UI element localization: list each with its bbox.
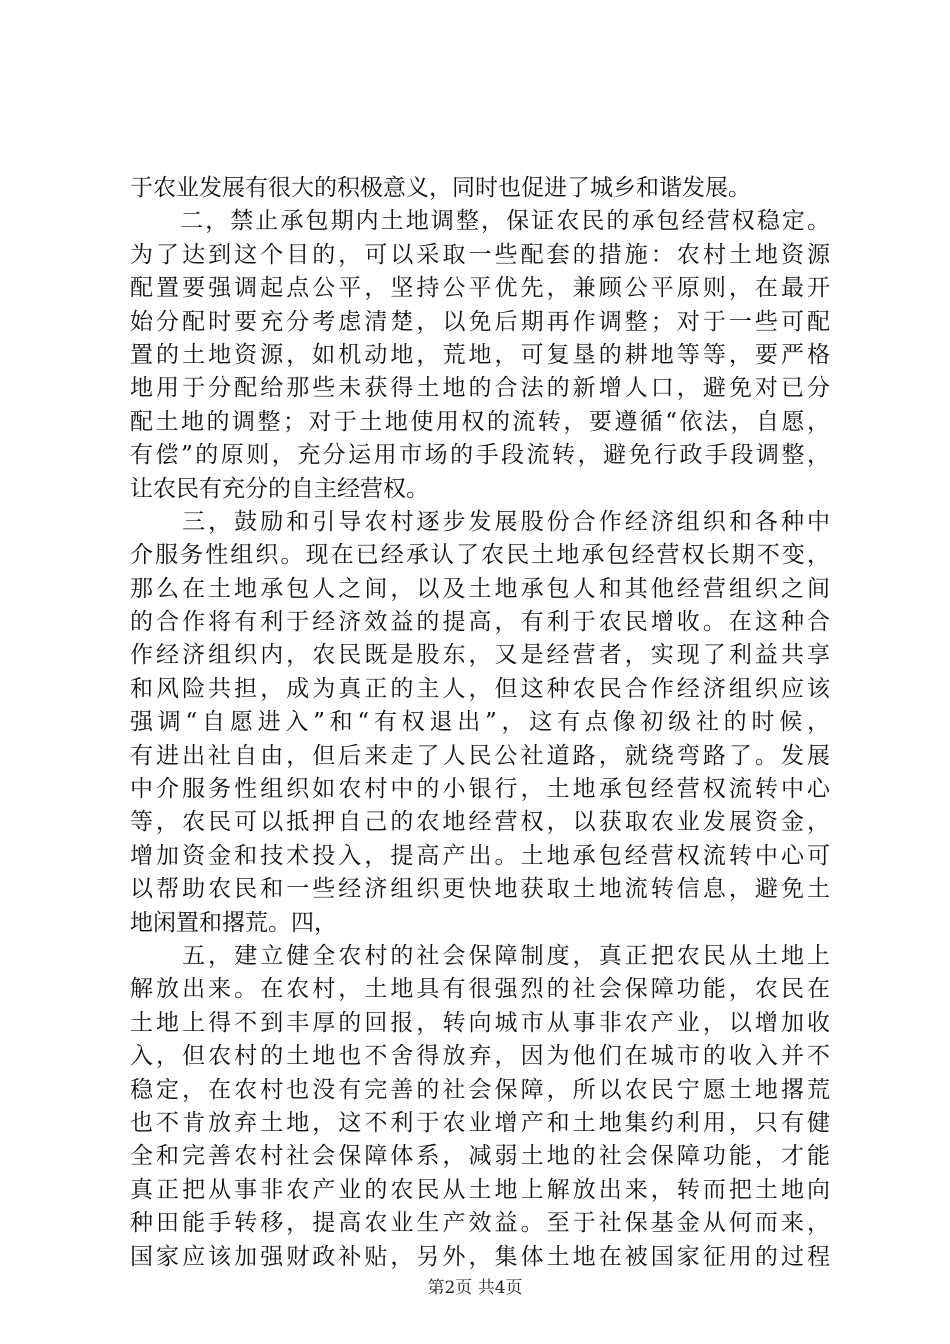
text-line: 有偿”的原则，充分运用市场的手段流转，避免行政手段调整， bbox=[130, 442, 830, 469]
text-line: 全和完善农村社会保障体系，减弱土地的社会保障功能，才能 bbox=[130, 1143, 830, 1170]
text-line: 于农业发展有很大的积极意义，同时也促进了城乡和谐发展。 bbox=[130, 175, 751, 201]
text-line: 种田能手转移，提高农业生产效益。至于社保基金从何而来， bbox=[130, 1210, 830, 1237]
text-line: 地用于分配给那些未获得土地的合法的新增人口，避免对已分 bbox=[130, 375, 830, 402]
text-line: 五，建立健全农村的社会保障制度，真正把农民从土地上 bbox=[130, 942, 830, 969]
text-line: 配置要强调起点公平，坚持公平优先，兼顾公平原则，在最开 bbox=[130, 275, 830, 302]
page-footer: 第2页 共4页 bbox=[427, 1278, 523, 1298]
text-line: 土地上得不到丰厚的回报，转向城市从事非农产业，以增加收 bbox=[130, 1009, 830, 1036]
text-line: 也不肯放弃土地，这不利于农业增产和土地集约利用，只有健 bbox=[130, 1109, 830, 1136]
text-line: 介服务性组织。现在已经承认了农民土地承包经营权长期不变， bbox=[130, 542, 830, 569]
body-text bbox=[130, 172, 830, 1274]
text-line: 解放出来。在农村，土地具有很强烈的社会保障功能，农民在 bbox=[130, 976, 830, 1003]
text-line: 和风险共担，成为真正的主人，但这种农民合作经济组织应该 bbox=[130, 675, 830, 702]
text-line: 地闲置和撂荒。四， bbox=[130, 909, 337, 936]
text-line: 置的土地资源，如机动地，荒地，可复垦的耕地等等，要严格 bbox=[130, 341, 830, 368]
text-line: 作经济组织内，农民既是股东，又是经营者，实现了利益共享 bbox=[130, 642, 830, 669]
text-line: 有进出社自由，但后来走了人民公社道路，就绕弯路了。发展 bbox=[130, 742, 830, 769]
text-line: 让农民有充分的自主经营权。 bbox=[130, 475, 429, 502]
text-line: 强调“自愿进入”和“有权退出”，这有点像初级社的时候， bbox=[130, 709, 830, 736]
text-line: 以帮助农民和一些经济组织更快地获取土地流转信息，避免土 bbox=[130, 876, 830, 903]
text-line: 的合作将有利于经济效益的提高，有利于农民增收。在这种合 bbox=[130, 609, 830, 636]
text-line: 入，但农村的土地也不舍得放弃，因为他们在城市的收入并不 bbox=[130, 1043, 830, 1070]
text-line: 稳定，在农村也没有完善的社会保障，所以农民宁愿土地撂荒 bbox=[130, 1076, 830, 1103]
text-line: 为了达到这个目的，可以采取一些配套的措施：农村土地资源 bbox=[130, 241, 830, 268]
text-line: 那么在土地承包人之间，以及土地承包人和其他经营组织之间 bbox=[130, 575, 830, 602]
text-line: 二，禁止承包期内土地调整，保证农民的承包经营权稳定。 bbox=[130, 208, 830, 235]
text-line: 三，鼓励和引导农村逐步发展股份合作经济组织和各种中 bbox=[130, 508, 830, 535]
text-line: 配土地的调整；对于土地使用权的流转，要遵循“依法，自愿， bbox=[130, 408, 830, 435]
text-line: 增加资金和技术投入，提高产出。土地承包经营权流转中心可 bbox=[130, 842, 830, 869]
text-line: 真正把从事非农产业的农民从土地上解放出来，转而把土地向 bbox=[130, 1176, 830, 1203]
text-line: 中介服务性组织如农村中的小银行，土地承包经营权流转中心 bbox=[130, 776, 830, 803]
text-line: 始分配时要充分考虑清楚，以免后期再作调整；对于一些可配 bbox=[130, 308, 830, 335]
text-line: 等，农民可以抵押自己的农地经营权，以获取农业发展资金， bbox=[130, 809, 830, 836]
text-line: 国家应该加强财政补贴，另外，集体土地在被国家征用的过程 bbox=[130, 1243, 830, 1270]
